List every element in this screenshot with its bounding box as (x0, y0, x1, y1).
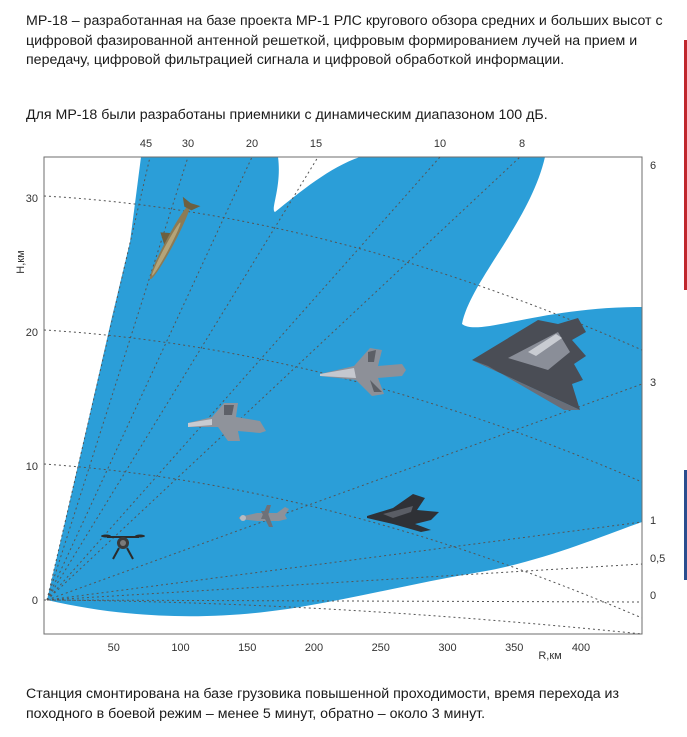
right-angle-labels (650, 160, 665, 602)
radar-coverage-diagram (0, 132, 687, 680)
x-tick-label: 100 (171, 642, 190, 654)
top-angle-label: 8 (518, 138, 526, 150)
y-tick-labels (26, 193, 38, 607)
top-angle-label: 10 (433, 138, 447, 150)
x-tick-label: 350 (505, 642, 524, 654)
receiver-range-paragraph: Для МР-18 были разработаны приемники с динамическим диапазоном 100 дБ. (26, 107, 548, 123)
top-angle-label: 20 (245, 138, 259, 150)
y-tick-label: 0 (31, 595, 38, 607)
y-tick-label: 30 (25, 193, 38, 205)
top-angle-label: 15 (309, 138, 323, 150)
right-angle-label: 6 (650, 160, 657, 172)
x-tick-label: 200 (304, 642, 324, 654)
x-tick-labels (108, 642, 591, 654)
right-angle-label: 1 (650, 515, 657, 527)
top-angle-label: 45 (139, 138, 153, 150)
y-tick-label: 10 (25, 461, 38, 473)
y-axis-label: H,км (15, 250, 27, 274)
right-angle-label: 3 (650, 377, 657, 389)
top-angle-label: 30 (181, 138, 195, 150)
x-tick-label: 300 (438, 642, 457, 654)
x-tick-label: 250 (371, 642, 390, 654)
x-tick-label: 150 (238, 642, 257, 654)
x-axis-label: R,км (538, 650, 562, 662)
intro-paragraph: МР-18 – разработанная на базе проекта МР-1 РЛС кругового обзора средних и больших высот с цифровой фазированной антенной решеткой, цифровым формированием лучей на прием и передачу, цифровой фильтрацией сигнала и цифровой обработкой информации. (26, 13, 663, 68)
outro-paragraph: Станция смонтирована на базе грузовика повышенной проходимости, время перехода из походного в боевой режим – менее 5 минут, обратно – около 3 минут. (26, 686, 619, 722)
coverage-chart (0, 132, 687, 680)
right-angle-label: 0,5 (650, 553, 666, 565)
right-angle-label: 0 (650, 590, 657, 602)
top-angle-labels (140, 138, 525, 150)
x-tick-label: 50 (107, 642, 120, 654)
x-tick-label: 400 (571, 642, 591, 654)
y-tick-label: 20 (25, 327, 38, 339)
